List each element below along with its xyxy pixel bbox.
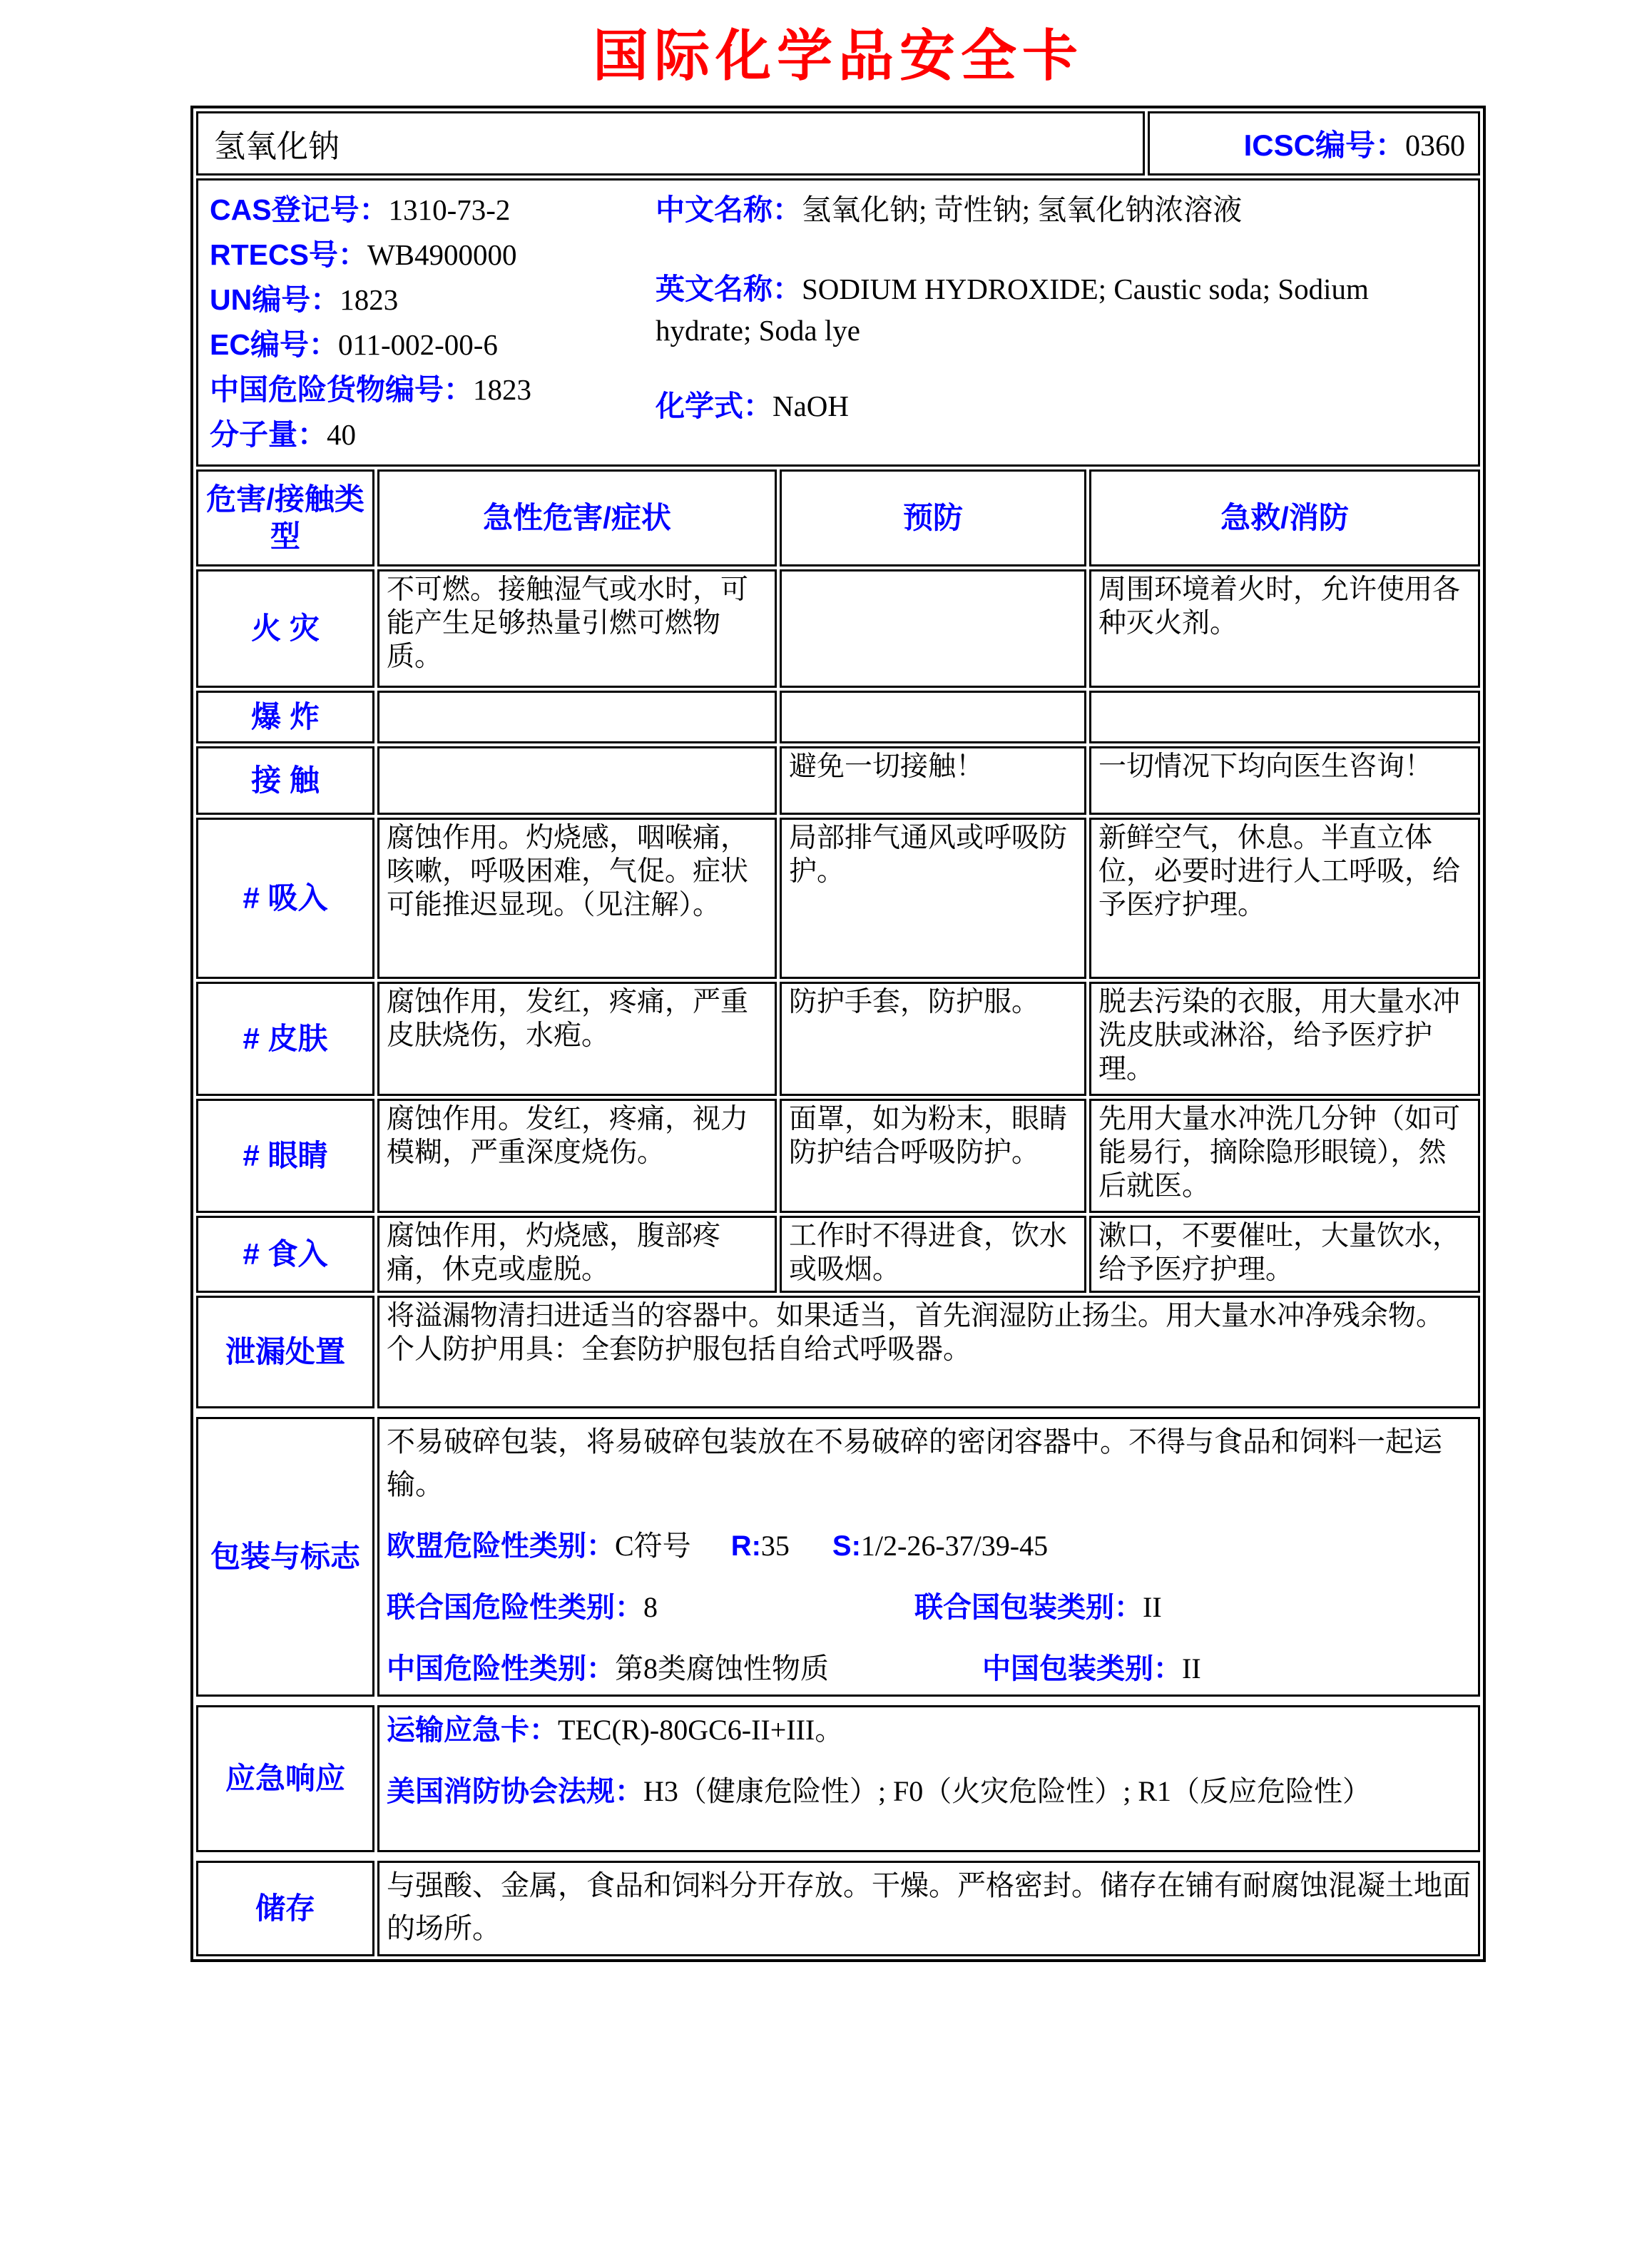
row-skin-symptoms: 腐蚀作用，发红，疼痛，严重皮肤烧伤，水疱。 — [377, 982, 777, 1096]
row-eyes-symptoms: 腐蚀作用。发红，疼痛，视力模糊，严重深度烧伤。 — [377, 1099, 777, 1213]
icsc-number-cell — [1148, 111, 1480, 176]
row-explosion-symptoms — [377, 691, 777, 743]
col-header-prevention: 预防 — [780, 469, 1086, 566]
row-skin-label: # 皮肤 — [196, 982, 374, 1096]
row-explosion-label: 爆 炸 — [196, 691, 374, 743]
icsc-label: ICSC编号： — [1243, 128, 1405, 162]
row-ingestion — [196, 1216, 1480, 1293]
packaging-content — [377, 1417, 1480, 1697]
row-spillage — [196, 1296, 1480, 1408]
storage-table — [193, 1858, 1483, 1959]
rtecs-line: RTECS号：WB4900000 — [210, 238, 517, 271]
chinese-name-line: 中文名称：氢氧化钠; 苛性钠; 氢氧化钠浓溶液 — [656, 193, 1243, 226]
id-numbers-block — [210, 188, 656, 457]
row-ingestion-symptoms: 腐蚀作用，灼烧感，腹部疼痛，休克或虚脱。 — [377, 1216, 777, 1293]
page-title: 国际化学品安全卡 — [592, 24, 1084, 87]
spillage-text: 将溢漏物清扫进适当的容器中。如果适当，首先润湿防止扬尘。用大量水冲净残余物。个人防护用具：全套防护服包括自给式呼吸器。 — [377, 1296, 1480, 1408]
row-exposure-symptoms — [377, 746, 777, 815]
hazards-header-row — [196, 469, 1480, 566]
packaging-label: 包装与标志 — [196, 1417, 374, 1697]
ec-line: EC编号：011-002-00-6 — [210, 328, 498, 361]
row-fire — [196, 569, 1480, 688]
row-explosion — [196, 691, 1480, 743]
row-storage — [196, 1861, 1480, 1956]
chemical-header-row — [196, 111, 1480, 176]
row-ingestion-response: 漱口，不要催吐，大量饮水，给予医疗护理。 — [1089, 1216, 1480, 1293]
row-skin — [196, 982, 1480, 1096]
icsc-number: 0360 — [1405, 130, 1465, 163]
row-exposure — [196, 746, 1480, 815]
un-line: UN编号：1823 — [210, 283, 399, 316]
packaging-intro: 不易破碎包装，将易破碎包装放在不易破碎的密闭容器中。不得与食品和饲料一起运输。 — [387, 1426, 1442, 1500]
row-fire-prevention — [780, 569, 1086, 688]
row-fire-symptoms: 不可燃。接触湿气或水时，可能产生足够热量引燃可燃物质。 — [377, 569, 777, 688]
row-fire-label: 火 灾 — [196, 569, 374, 688]
storage-label: 储存 — [196, 1861, 374, 1956]
row-inhalation — [196, 818, 1480, 979]
row-inhalation-label: # 吸入 — [196, 818, 374, 979]
row-exposure-label: 接 触 — [196, 746, 374, 815]
row-skin-prevention: 防护手套，防护服。 — [780, 982, 1086, 1096]
hazards-table — [193, 467, 1483, 1411]
tec-line: 运输应急卡：TEC(R)-80GC6-II+III。 — [387, 1714, 844, 1746]
spillage-label: 泄漏处置 — [196, 1296, 374, 1408]
col-header-symptoms: 急性危害/症状 — [377, 469, 777, 566]
china-class-line: 中国危险性类别：第8类腐蚀性物质 中国包装类别：II — [387, 1652, 1201, 1685]
col-header-response: 急救/消防 — [1089, 469, 1480, 566]
emergency-table — [193, 1702, 1483, 1855]
storage-text: 与强酸、金属，食品和饲料分开存放。干燥。严格密封。储存在铺有耐腐蚀混凝土地面的场所。 — [377, 1861, 1480, 1956]
packaging-table — [193, 1414, 1483, 1699]
eu-class-line: 欧盟危险性类别：C符号 R:35 S:1/2-26-37/39-45 — [387, 1530, 1049, 1562]
header-id-table — [193, 108, 1483, 469]
row-skin-response: 脱去污染的衣服，用大量水冲洗皮肤或淋浴，给予医疗护理。 — [1089, 982, 1480, 1096]
emergency-content — [377, 1705, 1480, 1852]
english-name-line: 英文名称：SODIUM HYDROXIDE; Caustic soda; Sodium hydrate; Soda lye — [656, 273, 1369, 347]
mol-weight-line: 分子量：40 — [210, 418, 356, 451]
emergency-label: 应急响应 — [196, 1705, 374, 1852]
cas-line: CAS登记号：1310-73-2 — [210, 193, 511, 226]
row-eyes-prevention: 面罩，如为粉末，眼睛防护结合呼吸防护。 — [780, 1099, 1086, 1213]
safety-card — [190, 106, 1486, 1962]
row-explosion-response — [1089, 691, 1480, 743]
nfpa-line: 美国消防协会法规：H3（健康危险性）; F0（火灾危险性）; R1（反应危险性） — [387, 1775, 1372, 1807]
china-dg-line: 中国危险货物编号：1823 — [210, 373, 531, 406]
row-eyes-response: 先用大量水冲洗几分钟（如可能易行，摘除隐形眼镜），然后就医。 — [1089, 1099, 1480, 1213]
row-eyes-label: # 眼睛 — [196, 1099, 374, 1213]
row-ingestion-label: # 食入 — [196, 1216, 374, 1293]
identification-row — [196, 178, 1480, 467]
chemical-name: 氢氧化钠 — [196, 111, 1145, 176]
row-ingestion-prevention: 工作时不得进食，饮水或吸烟。 — [780, 1216, 1086, 1293]
formula-line: 化学式：NaOH — [656, 390, 850, 422]
row-packaging — [196, 1417, 1480, 1697]
row-explosion-prevention — [780, 691, 1086, 743]
row-inhalation-response: 新鲜空气，休息。半直立体位，必要时进行人工呼吸，给予医疗护理。 — [1089, 818, 1480, 979]
row-emergency — [196, 1705, 1480, 1852]
identification-cell — [196, 178, 1480, 467]
row-inhalation-symptoms: 腐蚀作用。灼烧感，咽喉痛，咳嗽，呼吸困难，气促。症状可能推迟显现。（见注解）。 — [377, 818, 777, 979]
row-eyes — [196, 1099, 1480, 1213]
row-exposure-response: 一切情况下均向医生咨询！ — [1089, 746, 1480, 815]
id-names-block — [656, 188, 1467, 457]
row-inhalation-prevention: 局部排气通风或呼吸防护。 — [780, 818, 1086, 979]
row-exposure-prevention: 避免一切接触！ — [780, 746, 1086, 815]
row-fire-response: 周围环境着火时，允许使用各种灭火剂。 — [1089, 569, 1480, 688]
un-class-line: 联合国危险性类别：8 联合国包装类别：II — [387, 1591, 1162, 1623]
col-header-hazard-type: 危害/接触类型 — [196, 469, 374, 566]
